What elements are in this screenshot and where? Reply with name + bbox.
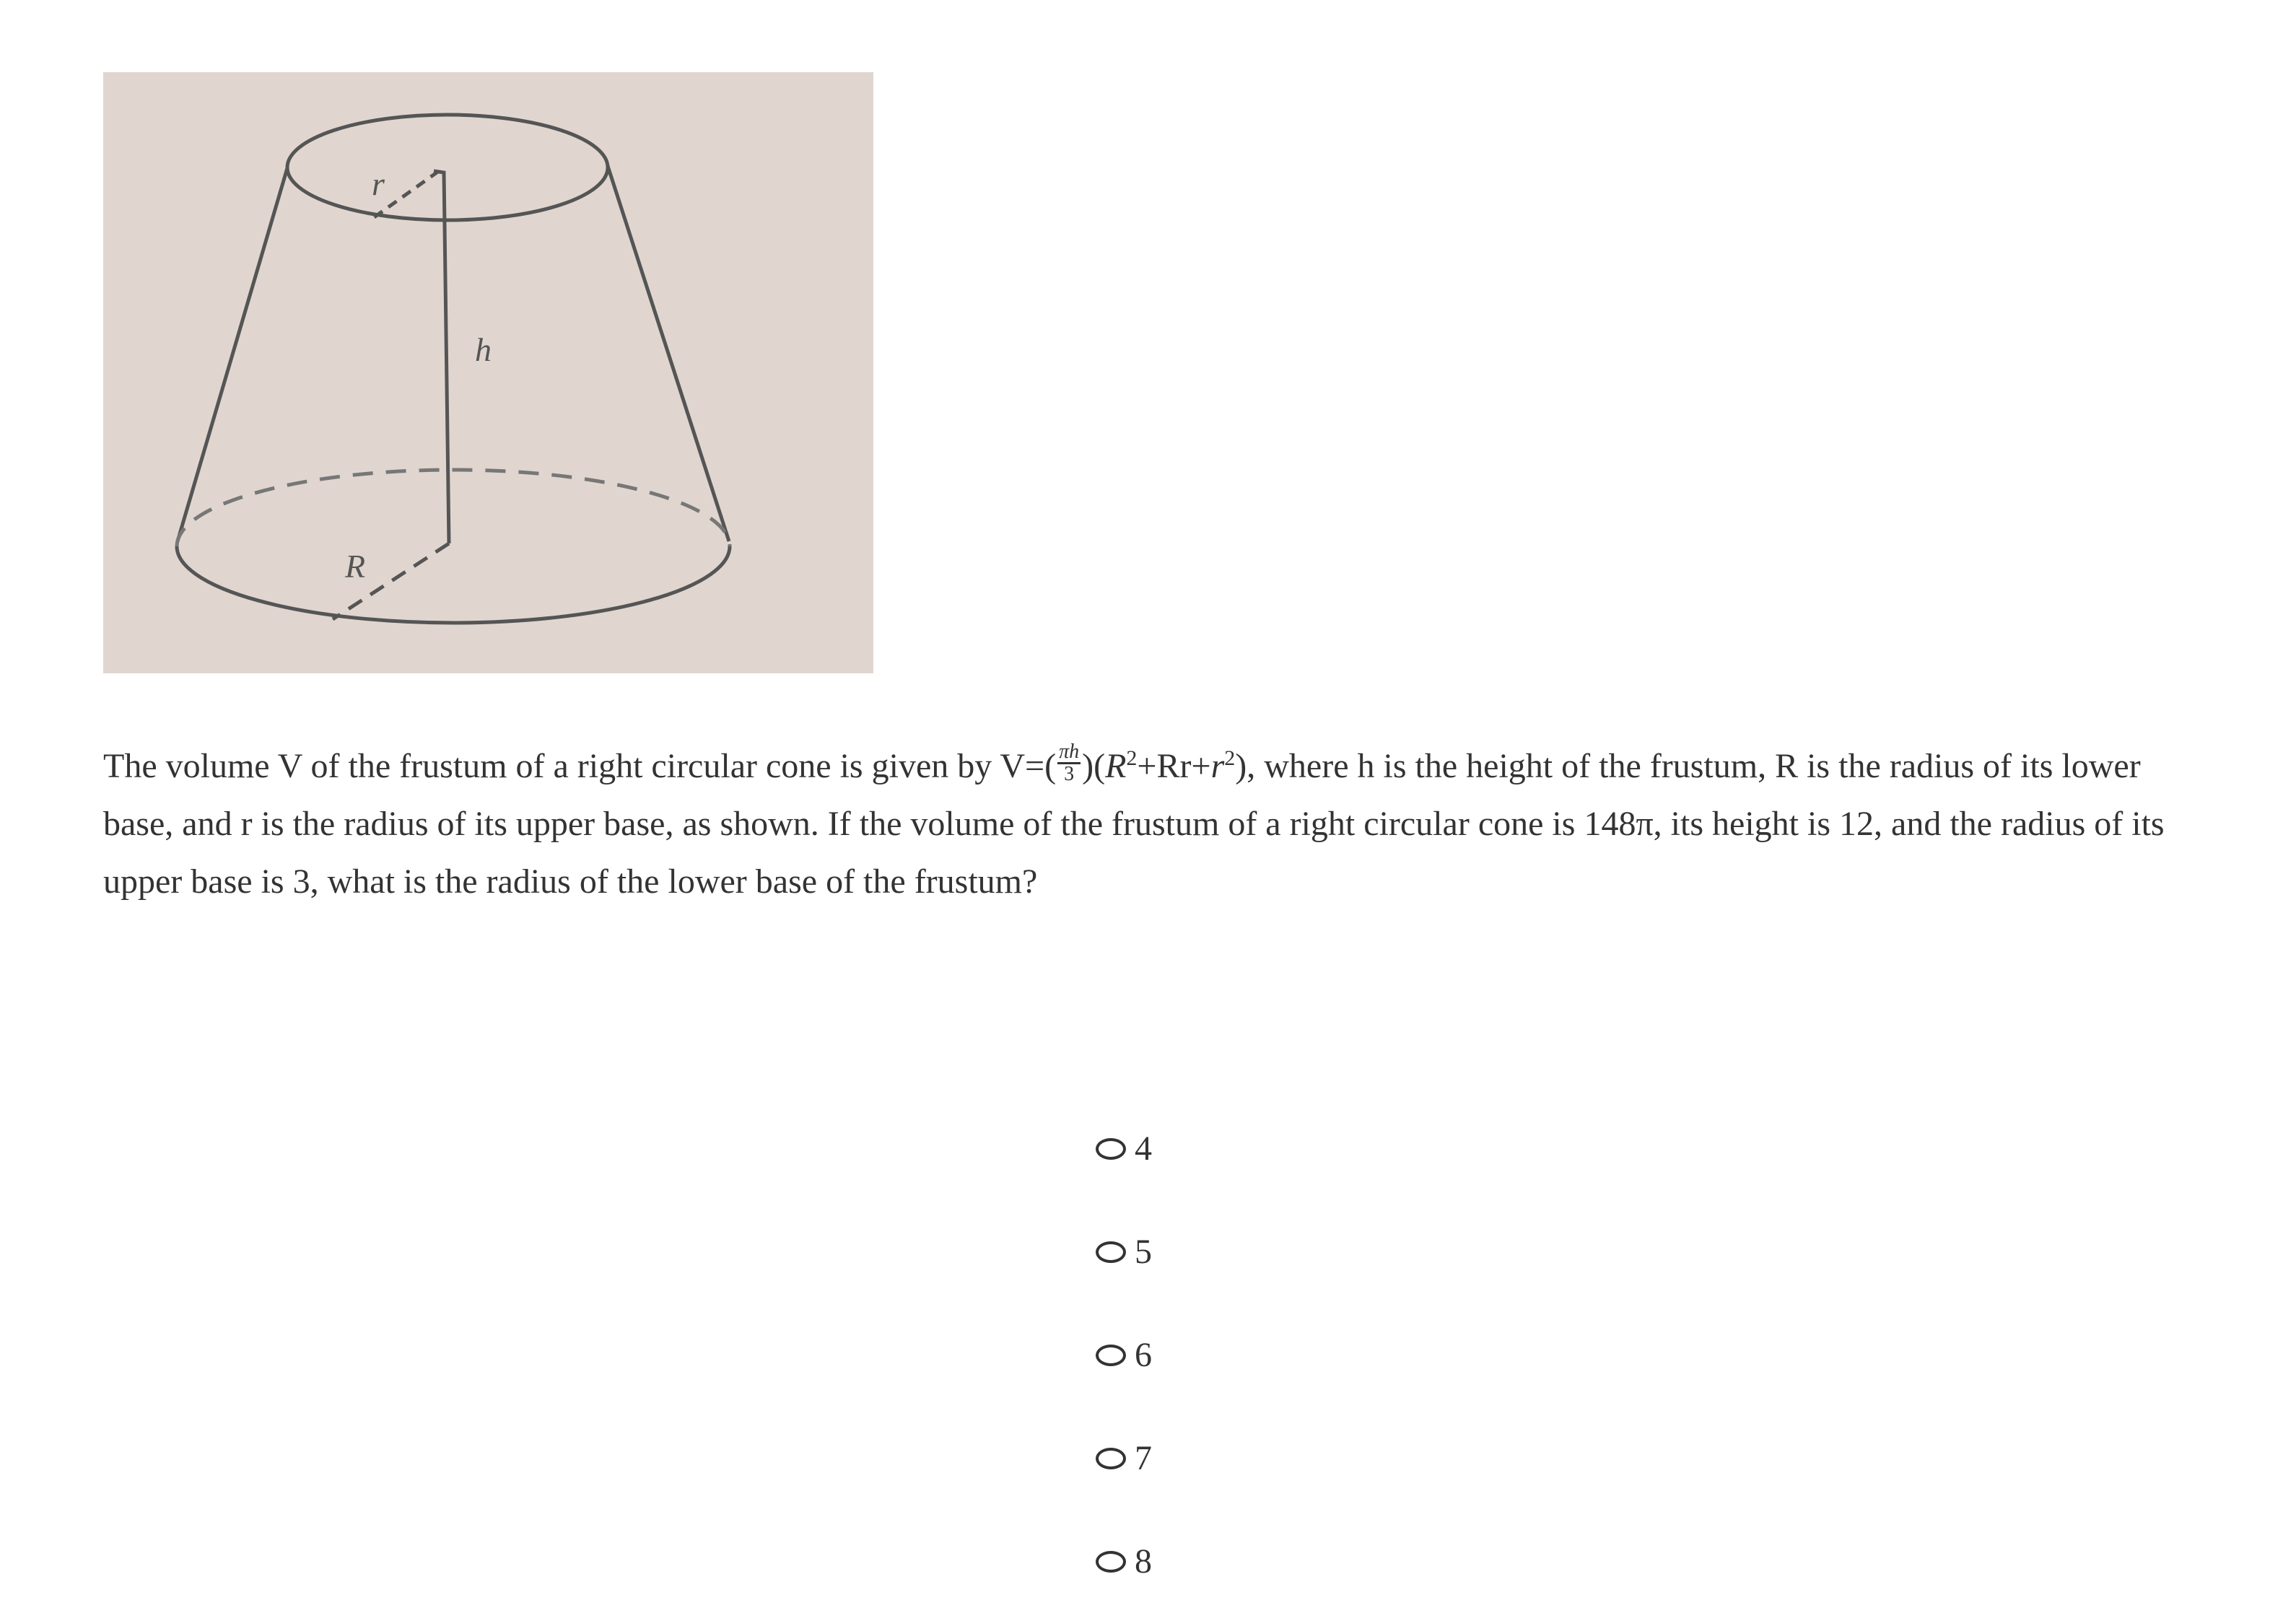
radio-button[interactable]: [1096, 1448, 1126, 1469]
option-7[interactable]: [1096, 1407, 1152, 1510]
radio-button[interactable]: [1096, 1241, 1126, 1263]
height-line: [434, 171, 449, 543]
frustum-diagram: [103, 72, 873, 673]
fraction-denominator: 3: [1064, 763, 1075, 786]
lower-base-back: [177, 470, 730, 546]
left-slant: [178, 168, 287, 541]
radio-button[interactable]: [1096, 1551, 1126, 1573]
option-label: 6: [1135, 1336, 1152, 1374]
exponent: 2: [1224, 746, 1236, 770]
exponent: 2: [1126, 746, 1138, 770]
option-5[interactable]: [1096, 1200, 1152, 1303]
radio-button[interactable]: [1096, 1345, 1126, 1366]
radio-button[interactable]: [1096, 1138, 1126, 1160]
question-part: The volume V of the frustum of a right circular cone is given by V=(: [103, 747, 1057, 785]
question-part: ), where h is the height of the frustum, R is the radius of its lower base, and r is the radius of its upper base, as shown. If the volume of the frustum of a right circular cone is 148π, its height is 12, and the radius of its upper base is 3, what is the radius of the lower base of the frustum?: [103, 747, 2165, 901]
lower-base-front: [177, 546, 730, 623]
question-text: [103, 738, 2196, 911]
option-label: 4: [1135, 1129, 1152, 1168]
var-r: r: [1210, 747, 1225, 785]
option-label: 5: [1135, 1233, 1152, 1271]
option-4[interactable]: [1096, 1097, 1152, 1200]
question-part: )(: [1082, 747, 1106, 785]
frustum-figure: [103, 72, 873, 673]
option-label: 8: [1135, 1542, 1152, 1581]
var-R: R: [1105, 747, 1127, 785]
label-R: R: [345, 548, 366, 585]
label-h: h: [475, 331, 492, 368]
upper-base: [287, 115, 608, 220]
question-part: +Rr+: [1137, 747, 1211, 785]
option-8[interactable]: [1096, 1510, 1152, 1613]
option-label: 7: [1135, 1439, 1152, 1477]
label-r: r: [372, 165, 385, 202]
fraction-numerator: πh: [1059, 740, 1080, 764]
fraction: [1057, 742, 1081, 784]
option-6[interactable]: [1096, 1303, 1152, 1407]
answer-options: [1096, 1097, 1152, 1613]
